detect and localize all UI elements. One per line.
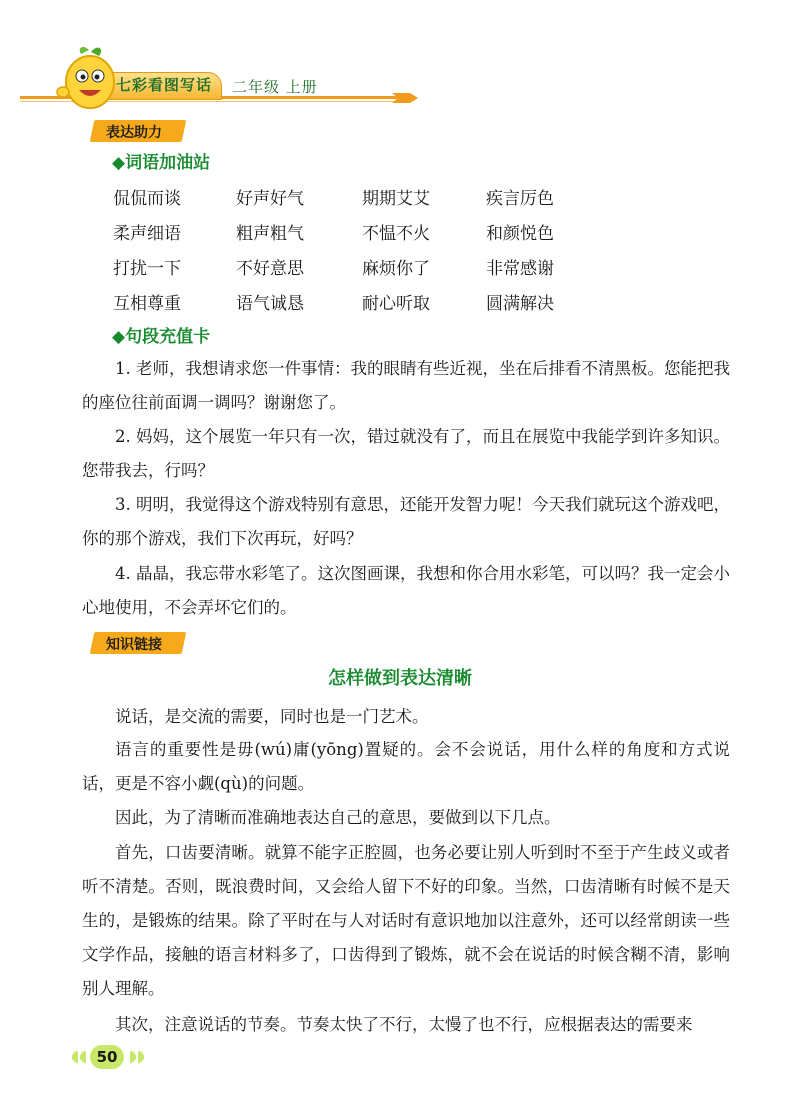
vocab-word: 语气诚恳: [236, 294, 304, 314]
vocab-word: 互相尊重: [113, 294, 181, 314]
vocab-word: 麻烦你了: [362, 259, 430, 279]
page-number-badge: [72, 1045, 162, 1071]
sentence-subtitle: ◆句段充值卡: [112, 327, 211, 347]
sentence-item: 1. 老师，我想请求您一件事情：我的眼睛有些近视，坐在后排看不清黑板。您能把我的座位往前面调一调吗？谢谢您了。: [82, 359, 730, 412]
vocab-row: [113, 289, 633, 324]
section-tag-expression: [92, 120, 184, 146]
section-tag-label: 知识链接: [106, 637, 162, 653]
page-deco: [80, 1051, 86, 1063]
vocab-subtitle: ◆词语加油站: [112, 153, 211, 173]
vocab-word: 打扰一下: [113, 259, 181, 279]
vocab-word: 好声好气: [236, 189, 304, 209]
vocab-word: 疾言厉色: [486, 189, 554, 209]
article-paragraph: 语言的重要性是毋(wú)庸(yōng)置疑的。会不会说话，用什么样的角度和方式说话，更是不容小觑(qù)的问题。: [82, 740, 730, 793]
vocab-word: 粗声粗气: [236, 224, 304, 244]
vocab-row: [113, 219, 633, 254]
vocab-word: 圆满解决: [486, 294, 554, 314]
article-title: 怎样做到表达清晰: [328, 668, 472, 689]
vocab-word: 耐心听取: [362, 294, 430, 314]
sentence-item: 3. 明明，我觉得这个游戏特别有意思，还能开发智力呢！今天我们就玩这个游戏吧，你的那个游戏，我们下次再玩，好吗？: [82, 495, 730, 548]
vocab-word: 侃侃而谈: [113, 189, 181, 209]
page-deco: [130, 1051, 136, 1063]
page-header: [0, 0, 800, 120]
article-paragraph: 说话，是交流的需要，同时也是一门艺术。: [115, 707, 429, 726]
vocab-word: 柔声细语: [113, 224, 181, 244]
vocab-word: 期期艾艾: [362, 189, 430, 209]
vocab-word: 和颜悦色: [486, 224, 554, 244]
article-paragraph: 因此，为了清晰而准确地表达自己的意思，要做到以下几点。: [115, 808, 561, 827]
section-tag-label: 表达助力: [106, 125, 162, 141]
mascot-icon: [55, 44, 125, 114]
vocab-word: 不好意思: [236, 259, 304, 279]
article-paragraph: 其次，注意说话的节奏。节奏太快了不行，太慢了也不行，应根据表达的需要来: [115, 1015, 693, 1034]
section-tag-knowledge: [92, 632, 184, 658]
vocab-grid: [113, 184, 633, 324]
sentence-item: 2. 妈妈，这个展览一年只有一次，错过就没有了，而且在展览中我能学到许多知识。您带我去，行吗？: [82, 427, 730, 480]
header-arrow-icon: [392, 91, 418, 105]
vocab-word: 不愠不火: [362, 224, 430, 244]
article-paragraph: 首先，口齿要清晰。就算不能字正腔圆，也务必要让别人听到时不至于产生歧义或者听不清楚。否则，既浪费时间，又会给人留下不好的印象。当然，口齿清晰有时候不是天生的，是锻炼的结果。除了平时在与人对话时有意识地加以注意外，还可以经常朗读一些文学作品，接触的语言材料多了，口齿得到了锻炼，就不会在说话的时候含糊不清，影响别人理解。: [82, 843, 730, 998]
page-deco: [138, 1051, 144, 1063]
page-deco: [72, 1051, 78, 1063]
page-number: 50: [90, 1045, 124, 1069]
vocab-row: [113, 254, 633, 289]
vocab-word: 非常感谢: [486, 259, 554, 279]
series-title: 七彩看图写话: [116, 76, 213, 94]
sentence-item: 4. 晶晶，我忘带水彩笔了。这次图画课，我想和你合用水彩笔，可以吗？我一定会小心地使用，不会弄坏它们的。: [82, 564, 730, 617]
vocab-row: [113, 184, 633, 219]
grade-label: 二年级 上册: [232, 78, 318, 96]
